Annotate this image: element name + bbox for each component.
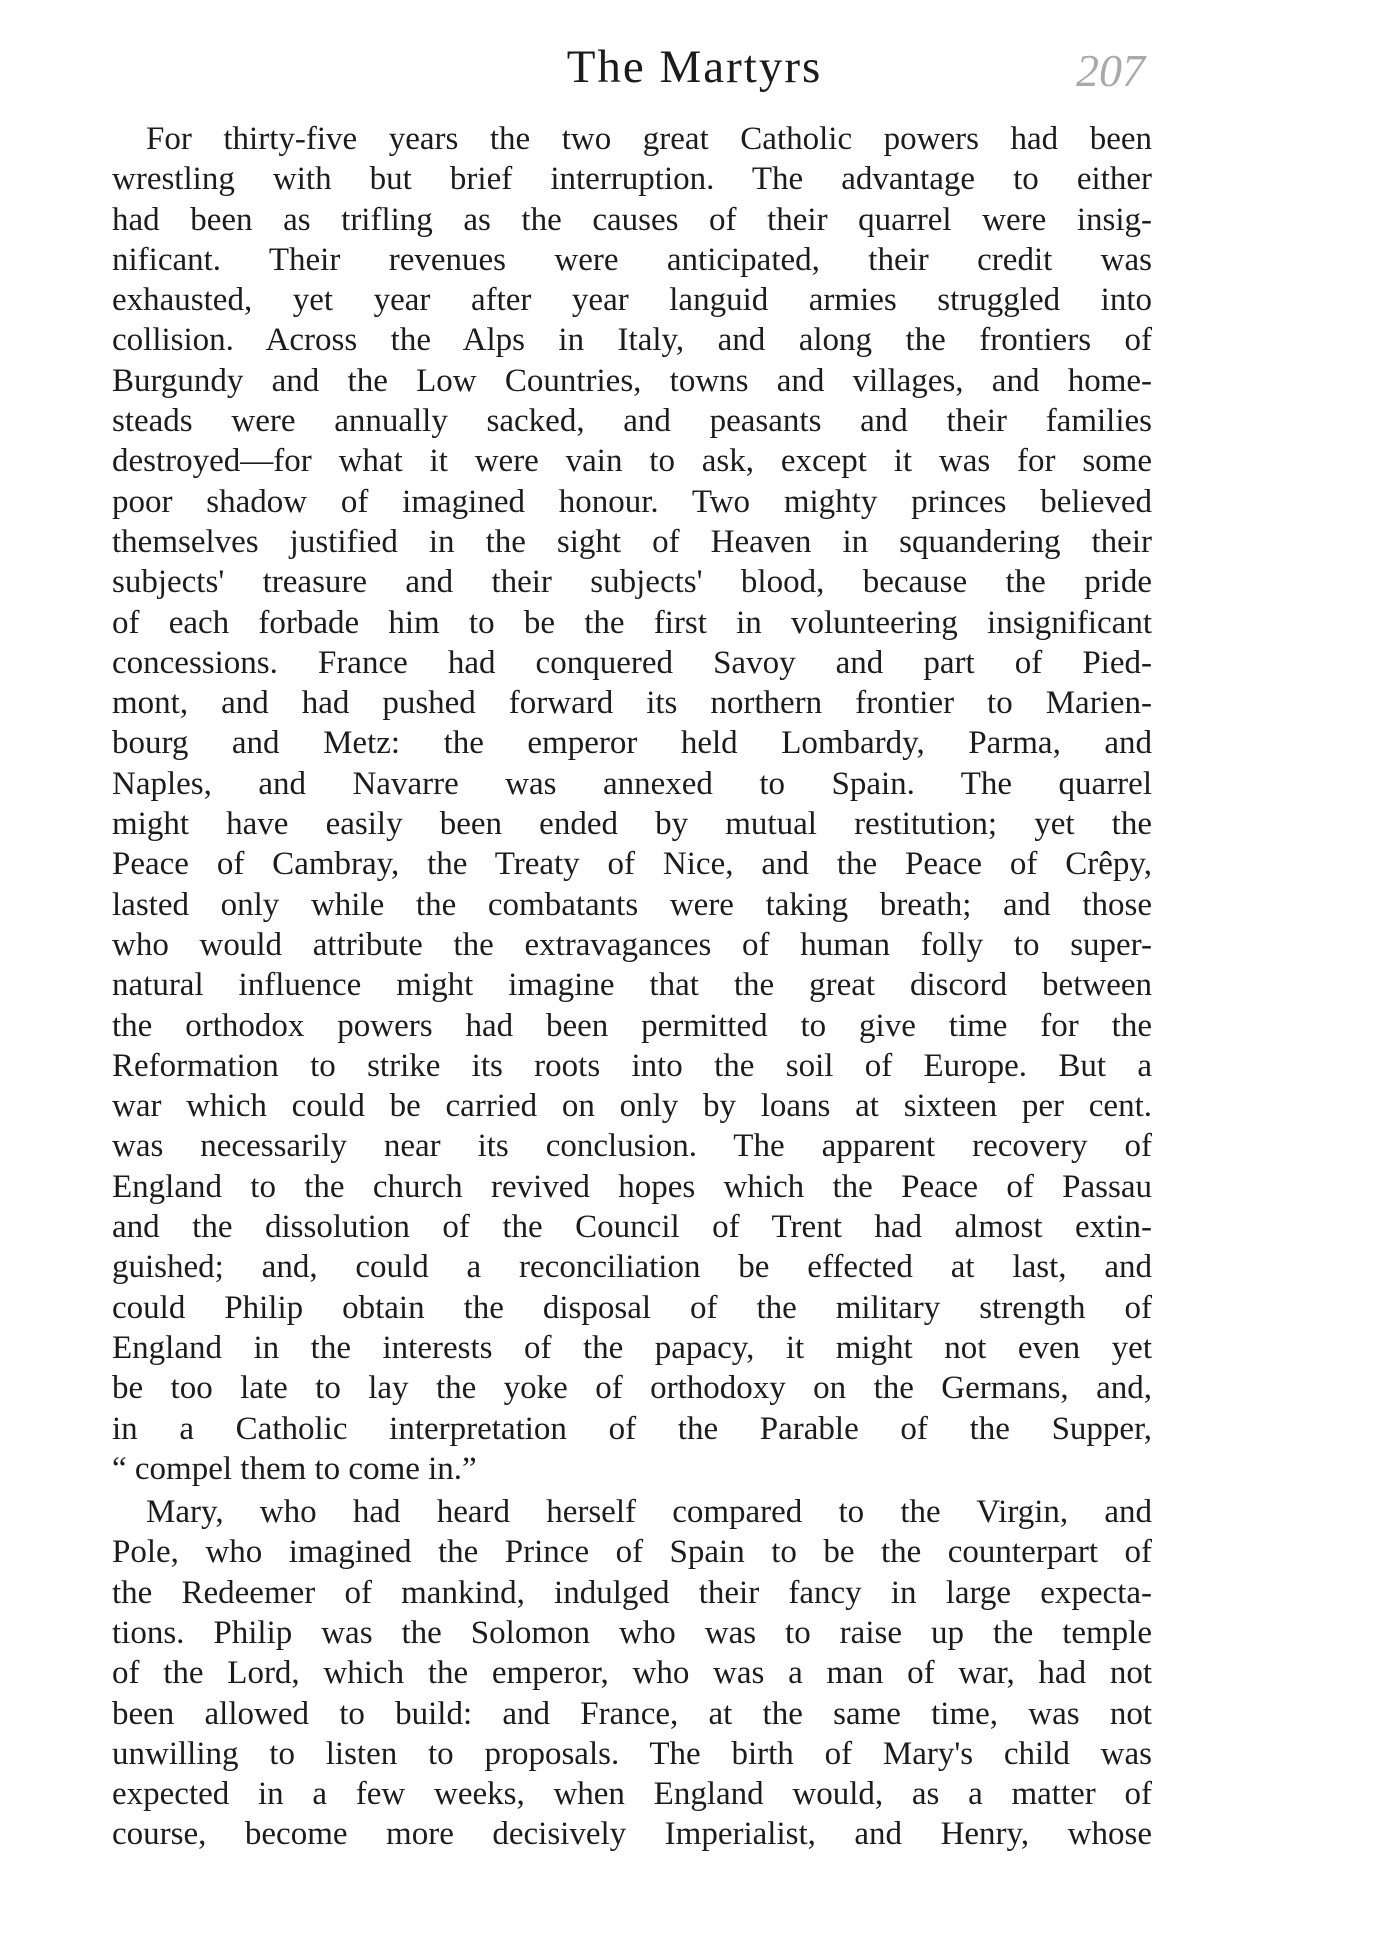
text-line: “ compel them to come in.” [112,1450,477,1487]
text-line: course, become more decisively Imperialist, and Henry, whose [112,1816,1152,1853]
text-line: England in the interests of the papacy, it might not even yet [112,1329,1152,1366]
text-line: war which could be carried on only by loans at sixteen per cent. [112,1088,1152,1125]
body-text [112,119,1152,1855]
text-line: wrestling with but brief interruption. The advantage to either [112,161,1152,198]
text-line: in a Catholic interpretation of the Parable of the Supper, [112,1410,1152,1447]
text-line: nificant. Their revenues were anticipated, their credit was [112,241,1152,278]
running-head-title: The Martyrs [566,41,823,93]
text-line: could Philip obtain the disposal of the military strength of [112,1289,1152,1326]
page-number: 207 [1076,45,1145,96]
text-line: Naples, and Navarre was annexed to Spain. The quarrel [112,765,1152,802]
text-line: might have easily been ended by mutual restitution; yet the [112,806,1152,843]
text-line: the Redeemer of mankind, indulged their fancy in large expecta- [112,1574,1152,1611]
text-line: poor shadow of imagined honour. Two mighty princes believed [112,483,1152,520]
text-line: who would attribute the extravagances of human folly to super- [112,926,1152,963]
text-line: Pole, who imagined the Prince of Spain to be the counterpart of [112,1534,1152,1571]
text-line: guished; and, could a reconciliation be effected at last, and [112,1249,1152,1286]
text-line: subjects' treasure and their subjects' blood, because the pride [112,564,1152,601]
text-line: expected in a few weeks, when England would, as a matter of [112,1776,1152,1813]
text-line: Reformation to strike its roots into the soil of Europe. But a [112,1047,1152,1084]
text-line: themselves justified in the sight of Heaven in squandering their [112,523,1152,560]
text-line: been allowed to build: and France, at the same time, was not [112,1695,1152,1732]
text-line: Burgundy and the Low Countries, towns and villages, and home- [112,362,1152,399]
text-line: natural influence might imagine that the great discord between [112,967,1152,1004]
text-line: had been as trifling as the causes of their quarrel were insig- [112,201,1152,238]
text-line: of the Lord, which the emperor, who was a man of war, had not [112,1655,1152,1692]
paragraph-2 [112,1492,1152,1855]
text-line: concessions. France had conquered Savoy and part of Pied- [112,644,1152,681]
text-line: destroyed—for what it were vain to ask, except it was for some [112,443,1152,480]
text-line: tions. Philip was the Solomon who was to raise up the temple [112,1614,1152,1651]
text-line: bourg and Metz: the emperor held Lombardy, Parma, and [112,725,1152,762]
text-line: be too late to lay the yoke of orthodoxy on the Germans, and, [112,1370,1152,1407]
text-line: lasted only while the combatants were taking breath; and those [112,886,1152,923]
text-line: England to the church revived hopes which the Peace of Passau [112,1168,1152,1205]
text-line: For thirty-five years the two great Catholic powers had been [146,121,1152,157]
text-line: Mary, who had heard herself compared to the Virgin, and [146,1494,1152,1531]
text-line: unwilling to listen to proposals. The birth of Mary's child was [112,1735,1152,1772]
text-line: and the dissolution of the Council of Trent had almost extin- [112,1209,1152,1246]
text-line: Peace of Cambray, the Treaty of Nice, and the Peace of Crêpy, [112,846,1152,883]
text-line: exhausted, yet year after year languid armies struggled into [112,282,1152,319]
text-line: mont, and had pushed forward its northern frontier to Marien- [112,685,1152,722]
text-line: collision. Across the Alps in Italy, and along the frontiers of [112,322,1152,359]
text-line: was necessarily near its conclusion. The apparent recovery of [112,1128,1152,1165]
text-line: the orthodox powers had been permitted to give time for the [112,1007,1152,1044]
text-line: of each forbade him to be the first in volunteering insignificant [112,604,1152,641]
paragraph-1 [112,119,1152,1489]
text-line: steads were annually sacked, and peasants and their families [112,403,1152,440]
